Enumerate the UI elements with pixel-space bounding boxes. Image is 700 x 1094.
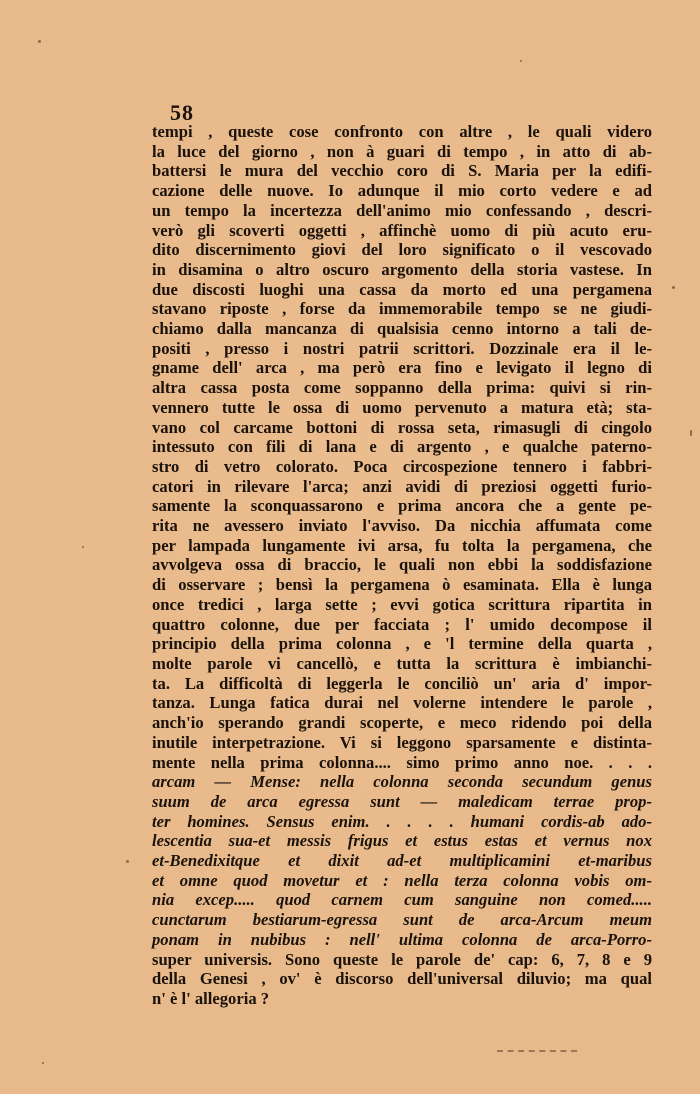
- text-line-last: n' è l' allegoria ?: [152, 988, 270, 1008]
- text-line: anch'io sperando grandi scoperte, e meco ridendo poi della: [152, 713, 652, 733]
- text-line: gname dell' arca , ma però era fino e levigato il legno di: [152, 358, 652, 378]
- text-line: dito discernimento giovi del loro significato o il vescovado: [152, 240, 652, 260]
- text-line: chiamo dalla mancanza di qualsisia cenno intorno a tali de-: [152, 319, 652, 339]
- text-line: stavano riposte , forse da immemorabile tempo se ne giudi-: [152, 299, 652, 319]
- text-line: due discosti luoghi una cassa da morto ed una pergamena: [152, 279, 652, 299]
- text-line: verò gli scoverti oggetti , affinchè uomo di più acuto eru-: [152, 220, 652, 240]
- text-line: tanza. Lunga fatica durai nel volerne intendere le parole ,: [152, 693, 652, 713]
- text-line: tempi , queste cose confronto con altre , le quali videro: [152, 122, 652, 141]
- body-text: [152, 122, 652, 1009]
- text-line: inutile interpetrazione. Vi si leggono sparsamente e distinta-: [152, 732, 652, 752]
- text-line-italic: lescentia sua-et messis frigus et estus estas et vernus nox: [152, 831, 652, 851]
- text-line: rita ne avessero inviato l'avviso. Da nicchia affumata come: [152, 516, 652, 536]
- text-line-italic: arcam — Mense: nella colonna seconda secundum genus: [152, 772, 652, 792]
- text-line: per lampada lungamente ivi arsa, fu tolta la pergamena, che: [152, 535, 652, 555]
- text-line: mente nella prima colonna.... simo primo anno noe. . . .: [152, 752, 652, 772]
- paper-speck: [126, 860, 129, 863]
- text-line: samente la sconquassarono e prima ancora che a gente pe-: [152, 496, 652, 516]
- text-line: di osservare ; bensì la pergamena ò esaminata. Ella è lunga: [152, 575, 652, 595]
- text-line-italic: ponam in nubibus : nell' ultima colonna de arca-Porro-: [152, 929, 652, 949]
- text-line: un tempo la incertezza dell'animo mio confessando , descri-: [152, 200, 652, 220]
- text-line: altra cassa posta come soppanno della prima: quivi si rin-: [152, 378, 652, 398]
- text-line-italic: nia excep..... quod carnem cum sanguine non comed.....: [152, 890, 652, 910]
- paper-speck: [82, 546, 84, 548]
- text-line-italic: cunctarum bestiarum-egressa sunt de arca-Arcum meum: [152, 910, 652, 930]
- paper-mark: [497, 1050, 577, 1054]
- text-line: vano col carcame bottoni di rossa seta, rimasugli di cingolo: [152, 417, 652, 437]
- text-line: principio della prima colonna , e 'l termine della quarta ,: [152, 634, 652, 654]
- text-line: quattro colonne, due per facciata ; l' umido decompose il: [152, 614, 652, 634]
- text-line: la luce del giorno , non à guari di tempo , in atto di ab-: [152, 141, 652, 161]
- paper-speck: [42, 1062, 44, 1064]
- text-line: cazione delle nuove. Io adunque il mio corto vedere e ad: [152, 181, 652, 201]
- text-line: in disamina o altro oscuro argomento della storia vastese. In: [152, 259, 652, 279]
- text-line: once tredici , larga sette ; evvi gotica scrittura ripartita in: [152, 594, 652, 614]
- text-line: super universis. Sono queste le parole de' cap: 6, 7, 8 e 9: [152, 949, 652, 969]
- text-line: positi , presso i nostri patrii scrittori. Dozzinale era il le-: [152, 338, 652, 358]
- text-line: molte parole vi cancellò, e tutta la scrittura è imbianchi-: [152, 653, 652, 673]
- text-line: battersi le mura del vecchio coro di S. Maria per la edifi-: [152, 161, 652, 181]
- text-line-italic: et-Benedixitque et dixit ad-et multiplicamini et-maribus: [152, 851, 652, 871]
- text-line-italic: suum de arca egressa sunt — maledicam terrae prop-: [152, 791, 652, 811]
- paper-speck: [520, 60, 522, 62]
- paper-speck: [690, 430, 692, 436]
- text-line-italic: ter homines. Sensus enim. . . . . humani cordis-ab ado-: [152, 811, 652, 831]
- text-line: ta. La difficoltà di leggerla le conciliò un' aria d' impor-: [152, 673, 652, 693]
- text-line: della Genesi , ov' è discorso dell'universal diluvio; ma qual: [152, 969, 652, 989]
- paper-speck: [38, 40, 41, 43]
- text-line-italic: et omne quod movetur et : nella terza colonna vobis om-: [152, 870, 652, 890]
- text-line: stro di vetro colorato. Poca circospezione tennero i fabbri-: [152, 456, 652, 476]
- page-number: 58: [170, 100, 194, 125]
- paper-speck: [672, 286, 675, 289]
- text-line: vennero tutte le ossa di uomo pervenuto a matura età; sta-: [152, 397, 652, 417]
- text-line: avvolgeva ossa di braccio, le quali non ebbi la soddisfazione: [152, 555, 652, 575]
- text-line: intessuto con fili di lana e di argento , e qualche paterno-: [152, 437, 652, 457]
- text-line: catori in rilevare l'arca; anzi avidi di preziosi oggetti furio-: [152, 476, 652, 496]
